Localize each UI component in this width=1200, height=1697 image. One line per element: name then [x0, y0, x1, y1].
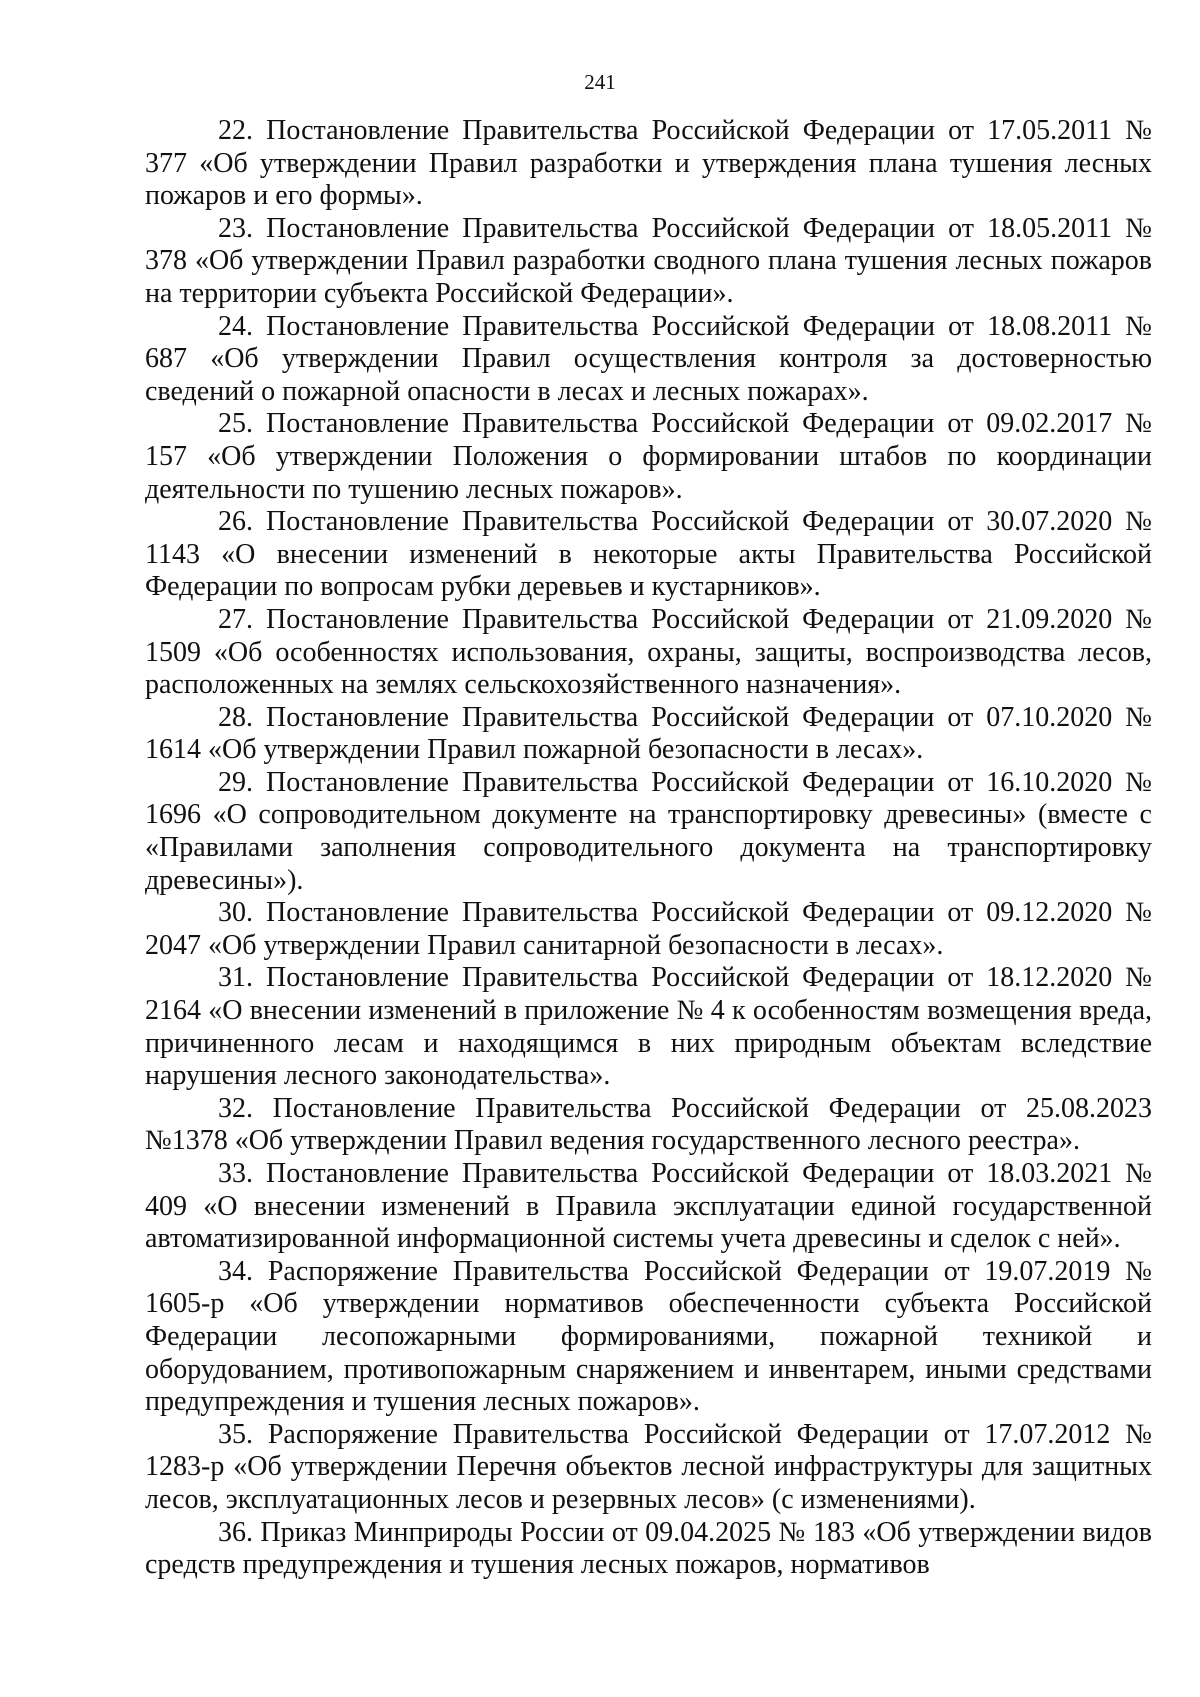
list-item-29: 29. Постановление Правительства Российской Федерации от 16.10.2020 № 1696 «О сопроводительном документе на транспортировку древесины» (вместе с «Правилами заполнения сопроводительного документа на транспортировку древесины»).	[145, 766, 1152, 896]
legal-references-list	[145, 115, 1152, 1582]
list-item-32: 32. Постановление Правительства Российской Федерации от 25.08.2023 №1378 «Об утверждении Правил ведения государственного лесного реестра».	[145, 1092, 1152, 1157]
list-item-30: 30. Постановление Правительства Российской Федерации от 09.12.2020 № 2047 «Об утверждении Правил санитарной безопасности в лесах».	[145, 897, 1152, 961]
list-item-36: 36. Приказ Минприроды России от 09.04.2025 № 183 «Об утверждении видов средств предупреждения и тушения лесных пожаров, нормативов	[145, 1516, 1152, 1581]
list-item-25: 25. Постановление Правительства Российской Федерации от 09.02.2017 № 157 «Об утверждении Положения о формировании штабов по координации деятельности по тушению лесных пожаров».	[145, 408, 1152, 505]
list-item-23: 23. Постановление Правительства Российской Федерации от 18.05.2011 № 378 «Об утверждении Правил разработки сводного плана тушения лесных пожаров на территории субъекта Российской Федерации».	[145, 212, 1152, 309]
list-item-35: 35. Распоряжение Правительства Российской Федерации от 17.07.2012 № 1283-р «Об утверждении Перечня объектов лесной инфраструктуры для защитных лесов, эксплуатационных лесов и резервных лесов» (с изменениями).	[145, 1418, 1152, 1515]
list-item-26: 26. Постановление Правительства Российской Федерации от 30.07.2020 № 1143 «О внесении изменений в некоторые акты Правительства Российской Федерации по вопросам рубки деревьев и кустарников».	[145, 506, 1152, 603]
list-item-31: 31. Постановление Правительства Российской Федерации от 18.12.2020 № 2164 «О внесении изменений в приложение № 4 к особенностям возмещения вреда, причиненного лесам и находящимся в них природным объектам вследствие нарушения лесного законодательства».	[145, 962, 1152, 1092]
list-item-22: 22. Постановление Правительства Российской Федерации от 17.05.2011 № 377 «Об утверждении Правил разработки и утверждения плана тушения лесных пожаров и его формы».	[145, 115, 1152, 212]
list-item-34: 34. Распоряжение Правительства Российской Федерации от 19.07.2019 № 1605-р «Об утверждении нормативов обеспеченности субъекта Российской Федерации лесопожарными формированиями, пожарной техникой и оборудованием, противопожарным снаряжением и инвентарем, иными средствами предупреждения и тушения лесных пожаров».	[145, 1255, 1152, 1418]
page-number: 241	[584, 70, 616, 94]
list-item-27: 27. Постановление Правительства Российской Федерации от 21.09.2020 № 1509 «Об особенностях использования, охраны, защиты, воспроизводства лесов, расположенных на землях сельскохозяйственного назначения».	[145, 603, 1152, 701]
list-item-28: 28. Постановление Правительства Российской Федерации от 07.10.2020 № 1614 «Об утверждении Правил пожарной безопасности в лесах».	[145, 701, 1152, 766]
list-item-33: 33. Постановление Правительства Российской Федерации от 18.03.2021 № 409 «О внесении изменений в Правила эксплуатации единой государственной автоматизированной информационной системы учета древесины и сделок с ней».	[145, 1158, 1152, 1255]
list-item-24: 24. Постановление Правительства Российской Федерации от 18.08.2011 № 687 «Об утверждении Правил осуществления контроля за достоверностью сведений о пожарной опасности в лесах и лесных пожарах».	[145, 310, 1152, 407]
